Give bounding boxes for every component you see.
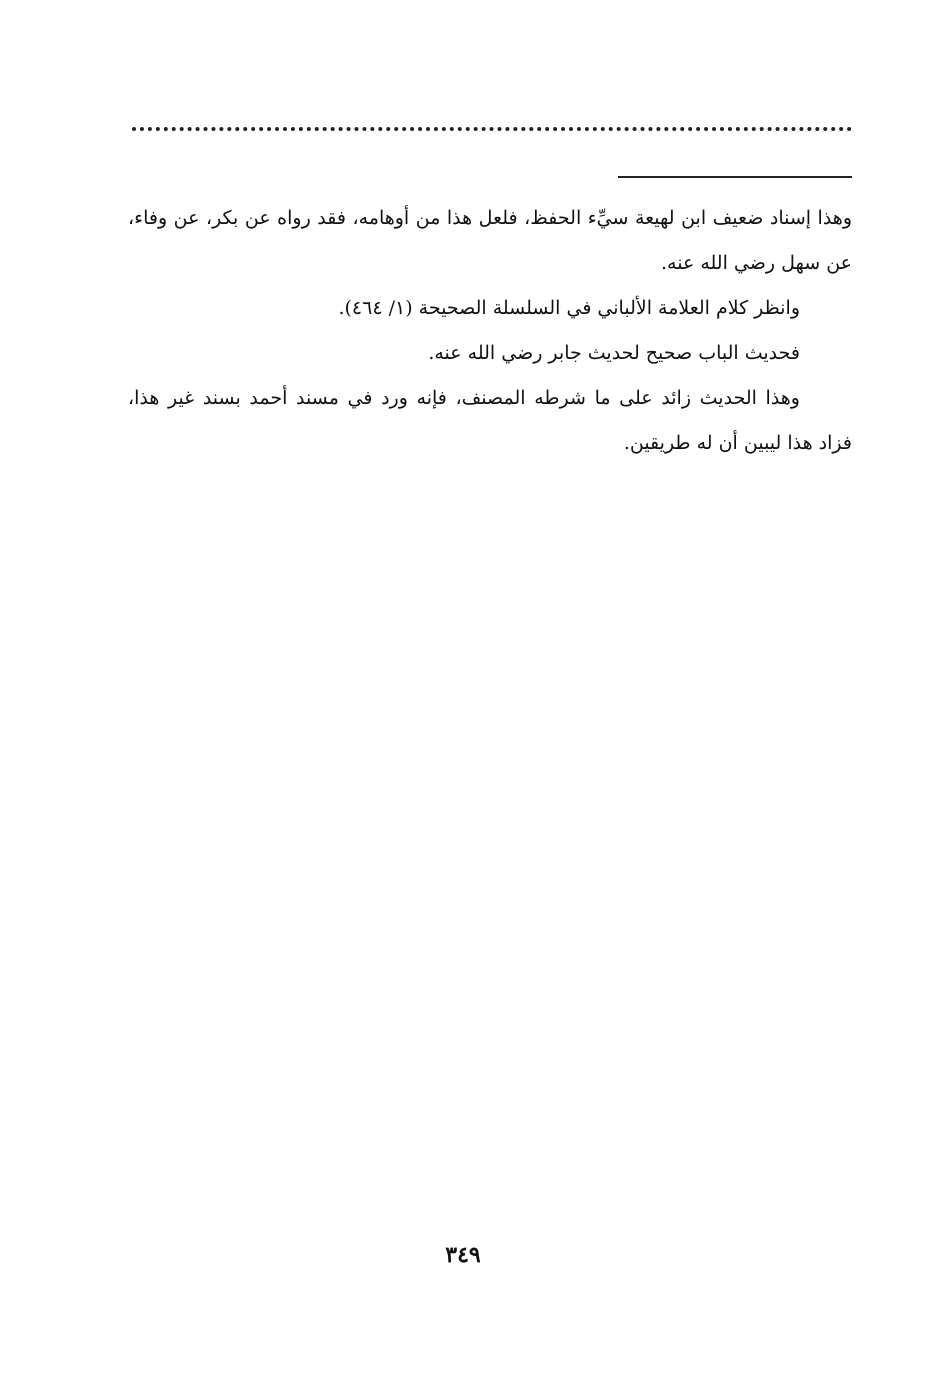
footnote-paragraph: وهذا إسناد ضعيف ابن لهيعة سيِّء الحفظ، فلعل هذا من أوهامه، فقد رواه عن بكر، عن وفاء، عن سهل رضي الله عنه.: [128, 207, 852, 274]
footnote-paragraph: وانظر كلام العلامة الألباني في السلسلة الصحيحة (١/ ٤٦٤).: [338, 297, 800, 319]
dotted-separator: [132, 119, 852, 131]
page-number: ٣٤٩: [445, 1242, 481, 1268]
footnote-separator-line: [618, 176, 852, 178]
footnote-paragraph: فحديث الباب صحيح لحديث جابر رضي الله عنه.: [428, 342, 800, 364]
footnote-paragraph: وهذا الحديث زائد على ما شرطه المصنف، فإنه ورد في مسند أحمد بسند غير هذا، فزاد هذا ليبين أن له طريقين.: [128, 387, 852, 454]
footnote-block: [128, 196, 852, 466]
